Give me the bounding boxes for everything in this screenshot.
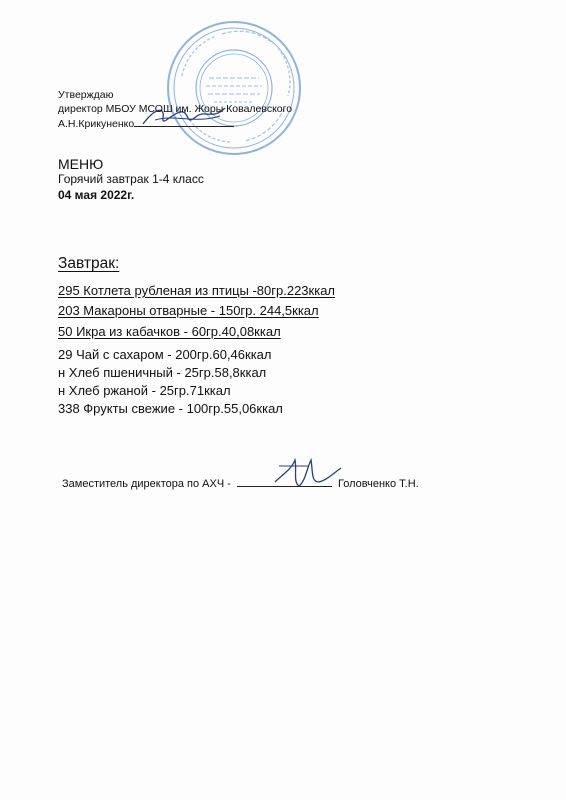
menu-item: н Хлеб пшеничный - 25гр.58,8ккал — [58, 365, 267, 380]
approval-block — [58, 88, 292, 131]
signature-line — [134, 116, 234, 127]
menu-item: 203 Макароны отварные - 150гр. 244,5ккал — [58, 303, 319, 318]
footer-signature-block — [62, 476, 419, 490]
menu-item: 338 Фрукты свежие - 100гр.55,06ккал — [58, 401, 283, 416]
menu-item: 29 Чай с сахаром - 200гр.60,46ккал — [58, 347, 272, 362]
menu-title: МЕНЮ — [58, 156, 104, 172]
menu-date: 04 мая 2022г. — [58, 188, 135, 202]
signature-line — [237, 476, 332, 487]
menu-subtitle: Горячий завтрак 1-4 класс — [58, 172, 204, 186]
approval-line-1: Утверждаю — [58, 89, 114, 101]
section-title: Завтрак: — [58, 255, 120, 272]
footer-position: Заместитель директора по АХЧ - — [62, 478, 234, 490]
approval-line-2: директор МБОУ МСОШ им. Жоры Ковалевского — [58, 103, 293, 115]
menu-item: н Хлеб ржаной - 25гр.71ккал — [58, 383, 231, 398]
approval-line-3 — [58, 116, 292, 131]
menu-item: 50 Икра из кабачков - 60гр.40,08ккал — [58, 324, 281, 339]
menu-item: 295 Котлета рубленая из птицы -80гр.223ккал — [58, 283, 336, 298]
approval-signer: А.Н.Крикуненко — [58, 118, 135, 130]
footer-name: Головченко Т.Н. — [334, 478, 419, 490]
